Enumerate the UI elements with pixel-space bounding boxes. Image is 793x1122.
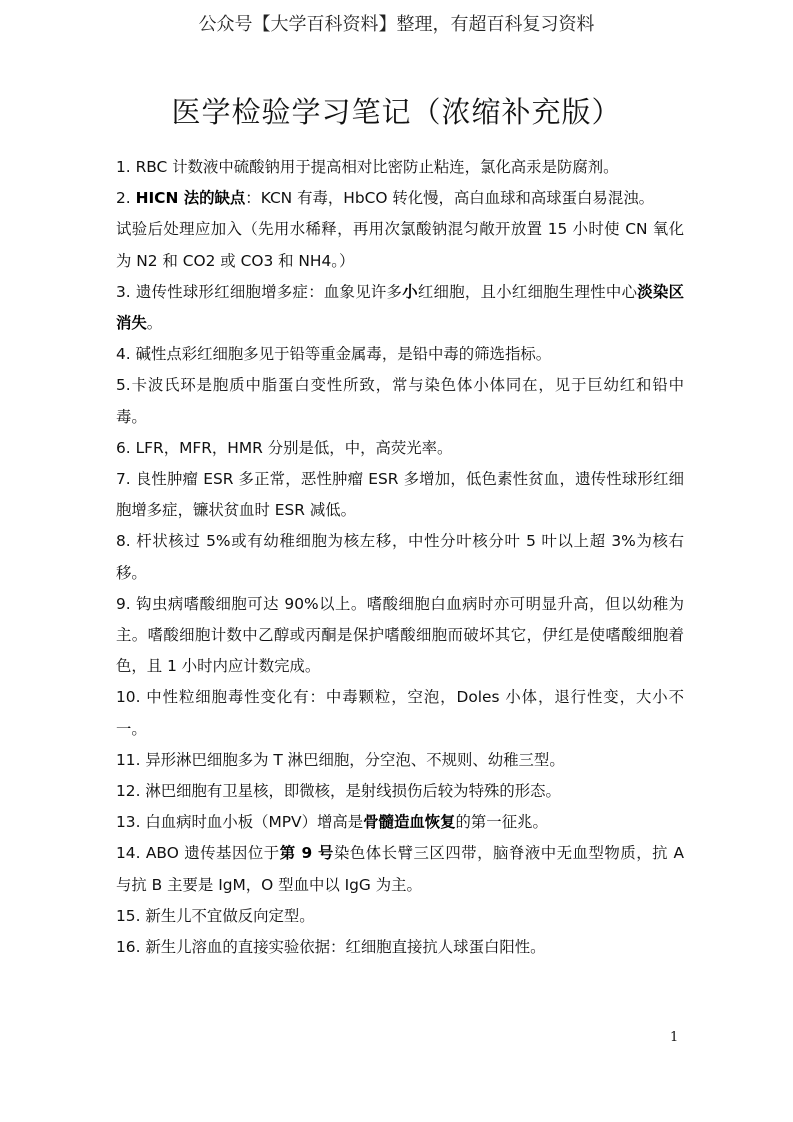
- document-body: [116, 152, 684, 963]
- text-run: 13. 白血病时血小板（MPV）增高是: [116, 813, 364, 832]
- text-run: 7. 良性肿瘤 ESR 多正常，恶性肿瘤 ESR 多增加，低色素性贫血，遗传性球形红细胞增多症，镰状贫血时 ESR 减低。: [116, 470, 684, 520]
- text-run: 10. 中性粒细胞毒性变化有：中毒颗粒，空泡，Doles 小体，退行性变，大小不一。: [116, 688, 684, 738]
- text-run: 9. 钩虫病嗜酸细胞可达 90%以上。嗜酸细胞白血病时亦可明显升高，但以幼稚为主。嗜酸细胞计数中乙醇或丙酮是保护嗜酸细胞而破坏其它，伊红是使嗜酸细胞着色，且 1 小时内应计数完成。: [116, 594, 684, 676]
- note-paragraph: [116, 932, 684, 963]
- text-run: 试验后处理应加入（先用水稀释，再用次氯酸钠混匀敞开放置 15 小时使 CN 氧化为 N2 和 CO2 或 CO3 和 NH4。）: [116, 220, 684, 270]
- note-paragraph: [116, 901, 684, 932]
- text-run: 5.卡波氏环是胞质中脂蛋白变性所致，常与染色体小体同在，见于巨幼红和铅中毒。: [116, 376, 684, 426]
- text-run: 8. 杆状核过 5%或有幼稚细胞为核左移，中性分叶核分叶 5 叶以上超 3%为核右移。: [116, 532, 684, 582]
- text-run: 1. RBC 计数液中硫酸钠用于提高相对比密防止粘连，氯化高汞是防腐剂。: [116, 158, 619, 176]
- text-run: 16. 新生儿溶血的直接实验依据：红细胞直接抗人球蛋白阳性。: [116, 938, 546, 957]
- document-title: 医学检验学习笔记（浓缩补充版）: [171, 95, 622, 129]
- note-paragraph: [116, 277, 684, 339]
- text-run: 红细胞，且小红细胞生理性中心: [417, 282, 638, 301]
- bold-text: HICN 法的缺点: [135, 189, 246, 208]
- note-paragraph: [116, 526, 684, 588]
- bold-text: 淡染区消失: [116, 282, 684, 333]
- note-paragraph: [116, 776, 684, 807]
- text-run: 12. 淋巴细胞有卫星核，即微核，是射线损伤后较为特殊的形态。: [116, 782, 561, 801]
- note-paragraph: [116, 464, 684, 526]
- text-run: 3. 遗传性球形红细胞增多症：血象见许多: [116, 282, 403, 301]
- page-header: 公众号【大学百科资料】整理，有超百科复习资料: [198, 14, 595, 35]
- text-run: 2.: [116, 189, 136, 208]
- text-run: 4. 碱性点彩红细胞多见于铅等重金属毒，是铅中毒的筛选指标。: [116, 345, 552, 364]
- note-paragraph: [116, 682, 684, 744]
- bold-text: 骨髓造血恢复: [363, 813, 456, 832]
- note-paragraph: [116, 214, 684, 276]
- text-run: 的第一征兆。: [455, 813, 548, 832]
- note-paragraph: [116, 370, 684, 432]
- text-run: 染色体长臂三区四带，脑脊液中无血型物质，抗 A 与抗 B 主要是 IgM，O 型血中以 IgG 为主。: [116, 844, 684, 894]
- note-paragraph: [116, 838, 684, 900]
- page-number: 1: [670, 1030, 679, 1045]
- text-run: 11. 异形淋巴细胞多为 T 淋巴细胞，分空泡、不规则、幼稚三型。: [116, 750, 565, 769]
- note-paragraph: [116, 339, 684, 370]
- text-run: ：KCN 有毒，HbCO 转化慢，高白血球和高球蛋白易混浊。: [245, 189, 654, 208]
- bold-text: 第 9 号: [279, 844, 334, 863]
- text-run: 15. 新生儿不宜做反向定型。: [116, 906, 315, 925]
- note-paragraph: [116, 745, 684, 776]
- note-paragraph: [116, 807, 684, 838]
- note-paragraph: [116, 433, 684, 464]
- bold-text: 小: [402, 282, 418, 301]
- note-paragraph: [116, 589, 684, 683]
- text-run: 14. ABO 遗传基因位于: [116, 844, 280, 863]
- text-run: 6. LFR，MFR，HMR 分别是低，中，高荧光率。: [116, 438, 453, 457]
- note-paragraph: [116, 183, 684, 214]
- note-paragraph: [116, 152, 684, 183]
- text-run: 。: [146, 314, 163, 333]
